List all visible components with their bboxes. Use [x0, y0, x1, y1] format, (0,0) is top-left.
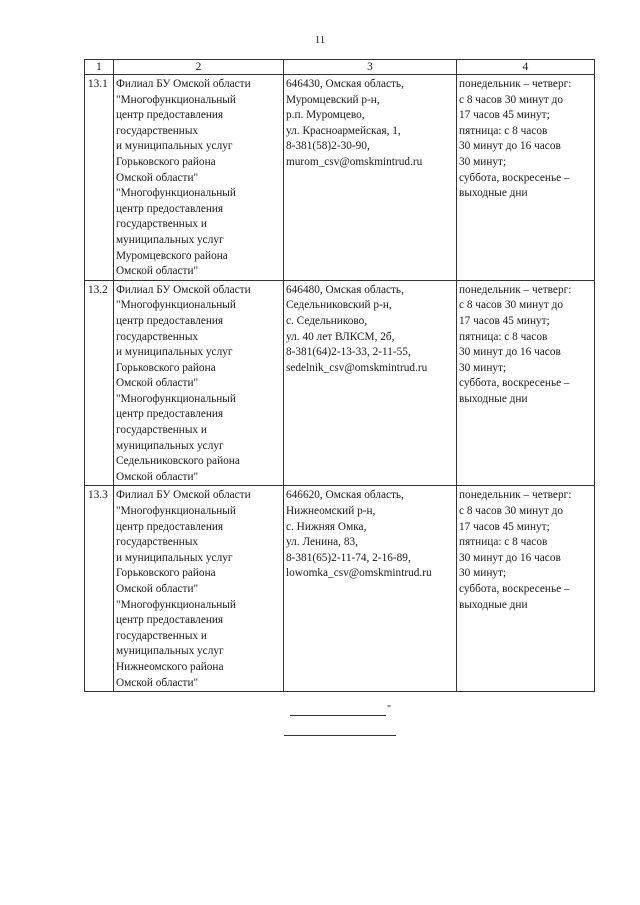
address-contacts-line: 8-381(58)2-30-90,: [286, 140, 370, 153]
row-number: 13.2: [85, 280, 114, 486]
institution-name-line: центр предоставления: [116, 520, 224, 533]
address-contacts-line: с. Нижняя Омка,: [286, 520, 367, 533]
working-hours-line: 30 минут до 16 часов: [459, 346, 561, 359]
institution-name-line: "Многофункциональный: [116, 187, 236, 200]
institution-name-line: Омской области": [116, 377, 199, 390]
institution-name-cell: [114, 486, 284, 692]
page-number: 11: [314, 34, 326, 46]
institution-name-line: государственных: [116, 330, 199, 343]
institution-name-line: Филиал БУ Омской области: [116, 489, 251, 502]
working-hours-line: выходные дни: [459, 392, 528, 405]
address-contacts-cell: [284, 280, 457, 486]
address-contacts-line: с. Седельниково,: [286, 314, 368, 327]
institution-name-cell: [114, 280, 284, 486]
table-row: [85, 280, 595, 486]
institution-name-line: муниципальных услуг: [116, 645, 224, 658]
institution-name-line: муниципальных услуг: [116, 233, 224, 246]
institution-name-line: государственных и: [116, 218, 207, 231]
institution-name-line: Омской области": [116, 470, 199, 483]
working-hours-line: 17 часов 45 минут;: [459, 314, 550, 327]
address-contacts-line: ул. 40 лет ВЛКСМ, 2б,: [286, 330, 395, 343]
row-number: 13.1: [85, 75, 114, 281]
institution-name-line: Муромцевского района: [116, 249, 228, 262]
address-contacts-line: sedelnik_csv@omskmintrud.ru: [286, 361, 428, 374]
address-contacts-line: 646430, Омская область,: [286, 78, 404, 90]
institution-name-line: Филиал БУ Омской области: [116, 78, 251, 90]
address-contacts-line: р.п. Муромцево,: [286, 109, 365, 122]
working-hours-line: 17 часов 45 минут;: [459, 520, 550, 533]
institution-name-line: "Многофункциональный: [116, 93, 236, 106]
institution-name-line: государственных: [116, 536, 199, 549]
working-hours-line: выходные дни: [459, 598, 528, 611]
working-hours-line: 30 минут;: [459, 567, 507, 580]
working-hours-line: 30 минут;: [459, 155, 507, 168]
institution-name-line: Горьковского района: [116, 155, 216, 168]
working-hours-line: суббота, воскресенье –: [459, 171, 570, 184]
working-hours-line: 30 минут до 16 часов: [459, 140, 561, 153]
institution-name-line: Седельниковского района: [116, 455, 240, 468]
institution-name-line: Горьковского района: [116, 567, 216, 580]
institution-name-line: Омской области": [116, 676, 199, 689]
address-contacts-line: 8-381(64)2-13-33, 2-11-55,: [286, 346, 411, 359]
institution-name-cell: [114, 75, 284, 281]
closing-rule: [290, 715, 386, 716]
institution-name-line: "Многофункциональный: [116, 598, 236, 611]
working-hours-line: суббота, воскресенье –: [459, 377, 570, 390]
working-hours-cell: [457, 486, 595, 692]
address-contacts-line: Седельниковский р-н,: [286, 299, 392, 312]
institution-name-line: и муниципальных услуг: [116, 140, 233, 153]
branches-table: [84, 59, 595, 692]
working-hours-cell: [457, 280, 595, 486]
institution-name-line: "Многофункциональный: [116, 299, 236, 312]
address-contacts-line: murom_csv@omskmintrud.ru: [286, 155, 423, 168]
table-header-row: [85, 60, 595, 75]
institution-name-line: Горьковского района: [116, 361, 216, 374]
address-contacts-line: 8-381(65)2-11-74, 2-16-89,: [286, 551, 411, 564]
column-header: 1: [85, 60, 114, 75]
column-header: 2: [114, 60, 284, 75]
table-row: [85, 486, 595, 692]
working-hours-line: понедельник – четверг:: [459, 78, 572, 90]
address-contacts-line: ул. Красноармейская, 1,: [286, 124, 401, 137]
institution-name-line: центр предоставления: [116, 314, 224, 327]
institution-name-line: и муниципальных услуг: [116, 551, 233, 564]
working-hours-line: 30 минут до 16 часов: [459, 551, 561, 564]
working-hours-line: понедельник – четверг:: [459, 283, 572, 296]
institution-name-line: государственных: [116, 124, 199, 137]
row-number: 13.3: [85, 486, 114, 692]
address-contacts-line: lowomka_csv@omskmintrud.ru: [286, 567, 432, 580]
institution-name-line: Филиал БУ Омской области: [116, 283, 251, 296]
working-hours-line: суббота, воскресенье –: [459, 583, 570, 595]
address-contacts-line: 646620, Омская область,: [286, 489, 404, 502]
institution-name-line: государственных и: [116, 424, 207, 437]
working-hours-line: 30 минут;: [459, 361, 507, 374]
working-hours-line: 17 часов 45 минут;: [459, 109, 550, 122]
address-contacts-cell: [284, 486, 457, 692]
institution-name-line: муниципальных услуг: [116, 439, 224, 452]
working-hours-line: пятница: с 8 часов: [459, 330, 548, 343]
working-hours-line: пятница: с 8 часов: [459, 124, 548, 137]
closing-quote-mark: ": [387, 704, 392, 715]
institution-name-line: Омской области": [116, 265, 199, 278]
working-hours-line: с 8 часов 30 минут до: [459, 299, 563, 312]
institution-name-line: Омской области": [116, 583, 199, 595]
institution-name-line: центр предоставления: [116, 408, 224, 421]
working-hours-line: пятница: с 8 часов: [459, 536, 548, 549]
column-header: 4: [457, 60, 595, 75]
institution-name-line: государственных и: [116, 629, 207, 642]
institution-name-line: Нижнеомского района: [116, 660, 224, 673]
institution-name-line: центр предоставления: [116, 202, 224, 215]
address-contacts-line: 646480, Омская область,: [286, 283, 404, 296]
working-hours-line: выходные дни: [459, 187, 528, 200]
working-hours-line: понедельник – четверг:: [459, 489, 572, 502]
working-hours-line: с 8 часов 30 минут до: [459, 505, 563, 518]
address-contacts-line: Нижнеомский р-н,: [286, 505, 376, 518]
closing-rule: [284, 735, 396, 736]
address-contacts-line: ул. Ленина, 83,: [286, 536, 358, 549]
institution-name-line: Омской области": [116, 171, 199, 184]
institution-name-line: центр предоставления: [116, 614, 224, 627]
institution-name-line: и муниципальных услуг: [116, 346, 233, 359]
column-header: 3: [284, 60, 457, 75]
working-hours-cell: [457, 75, 595, 281]
institution-name-line: центр предоставления: [116, 109, 224, 122]
working-hours-line: с 8 часов 30 минут до: [459, 93, 563, 106]
table-row: [85, 75, 595, 281]
address-contacts-cell: [284, 75, 457, 281]
institution-name-line: "Многофункциональный: [116, 392, 236, 405]
address-contacts-line: Муромцевский р-н,: [286, 93, 380, 106]
institution-name-line: "Многофункциональный: [116, 505, 236, 518]
